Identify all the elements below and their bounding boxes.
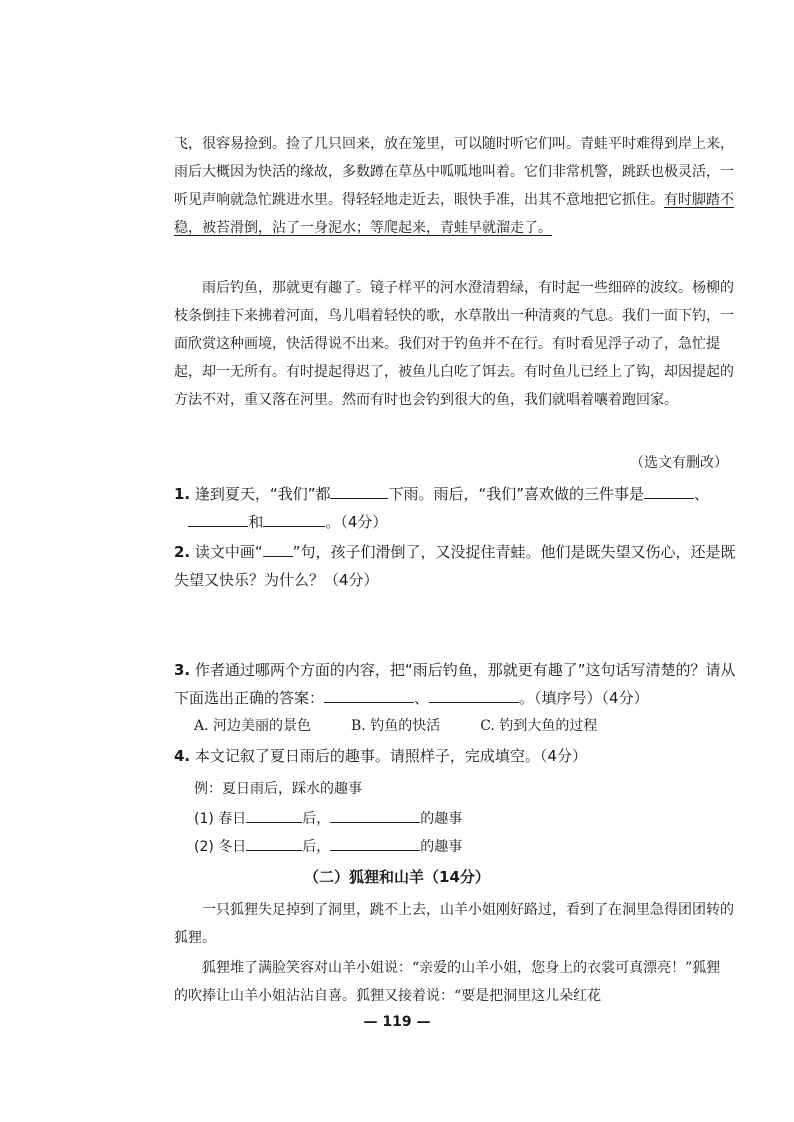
page-number: — 119 — [363, 1014, 431, 1030]
question-number: 4. [174, 747, 191, 765]
option-a: A. 河边美丽的景色 [194, 718, 312, 734]
option-b: B. 钓鱼的快活 [351, 718, 441, 734]
line-text: 的趣事 [420, 839, 463, 855]
question-1 [174, 480, 749, 536]
answer-blank[interactable] [324, 686, 414, 703]
question-text: 、 [694, 485, 710, 503]
line-text: 后， [302, 839, 331, 855]
question-text: 。（填序号）（4分） [519, 689, 649, 707]
answer-blank[interactable] [330, 482, 388, 499]
passage-paragraph-1 [174, 130, 734, 242]
answer-blank[interactable] [429, 686, 519, 703]
answer-blank[interactable] [263, 510, 325, 527]
line-text: (2) 冬日 [194, 839, 247, 855]
question-text: ”句，孩子们滑倒了，又没捉住青蛙。他们是既失望又伤心，还是既失望又快乐？为什么？（4分） [174, 543, 736, 589]
question-text: 下雨。雨后，“我们”喜欢做的三件事是 [388, 485, 645, 503]
question-number: 3. [174, 661, 191, 679]
line-text: 后， [302, 811, 331, 827]
line-text: (1) 春日 [194, 811, 247, 827]
question-3-options [194, 715, 597, 735]
question-text: 。（4分） [325, 513, 388, 531]
question-4 [174, 742, 749, 770]
answer-blank[interactable] [246, 834, 302, 851]
question-number: 1. [174, 485, 191, 503]
answer-blank[interactable] [246, 806, 302, 823]
passage-paragraph-2: 雨后钓鱼，那就更有趣了。镜子样平的河水澄清碧绿，有时起一些细碎的波纹。杨柳的枝条倒挂下来拂着河面，鸟儿唱着轻快的歌，水草散出一种清爽的气息。我们一面下钓，一面欣赏这种画境，快活得说不出来。我们对于钓鱼并不在行。有时看见浮子动了，急忙提起，却一无所有。有时提起得迟了，被鱼儿白吃了饵去。有时鱼儿已经上了钩，却因提起的方法不对，重又落在河里。然而有时也会钓到很大的鱼，我们就唱着嚷着跑回家。 [174, 280, 734, 408]
paragraph-text: 飞，很容易捡到。捡了几只回来，放在笼里，可以随时听它们叫。青蛙平时难得到岸上来，雨后大概因为快活的缘故，多数蹲在草丛中呱呱地叫着。它们非常机警，跳跃也极灵活，一听见声响就急忙跳进水里。得轻轻地走近去，眼快手准，出其不意地把它抓住。 [174, 136, 734, 208]
line-text: 的趣事 [420, 811, 463, 827]
answer-blank[interactable] [644, 482, 694, 499]
section2-paragraph-1: 一只狐狸失足掉到了洞里，跳不上去，山羊小姐刚好路过，看到了在洞里急得团团转的狐狸。 [174, 902, 734, 946]
question-number: 2. [174, 543, 191, 561]
answer-blank[interactable] [330, 834, 420, 851]
underline-mark-blank [263, 540, 293, 557]
question-text: 本文记叙了夏日雨后的趣事。请照样子，完成填空。（4分） [194, 747, 587, 765]
question-4-line-2 [194, 834, 462, 856]
question-3 [174, 656, 749, 712]
answer-blank[interactable] [188, 510, 248, 527]
option-c: C. 钓到大鱼的过程 [480, 718, 598, 734]
question-2 [174, 538, 749, 594]
question-4-example: 例：夏日雨后，踩水的趣事 [194, 781, 362, 797]
section2-paragraph-2: 狐狸堆了满脸笑容对山羊小姐说：“亲爱的山羊小姐，您身上的衣裳可真漂亮！”狐狸的吹捧让山羊小姐沾沾自喜。狐狸又接着说：“要是把洞里这儿朵红花 [174, 960, 721, 1004]
answer-blank[interactable] [330, 806, 420, 823]
question-text: 、 [414, 689, 430, 707]
question-4-line-1 [194, 806, 462, 828]
question-text: 作者通过哪两个方面的内容，把“雨后钓鱼，那就更有趣了”这句话写清楚的？请从下面选出正确的答案： [174, 661, 736, 707]
section-title: （二）狐狸和山羊（14分） [304, 868, 490, 886]
source-note: （选文有删改） [630, 455, 728, 471]
question-text: 逢到夏天，“我们”都 [194, 485, 331, 503]
question-text: 和 [248, 513, 264, 531]
question-text: 读文中画“ [194, 543, 263, 561]
underlined-sentence: 有时脚踏不稳，被苔滑倒，沾了一身泥水；等爬起来，青蛙早就溜走了。 [174, 192, 734, 236]
